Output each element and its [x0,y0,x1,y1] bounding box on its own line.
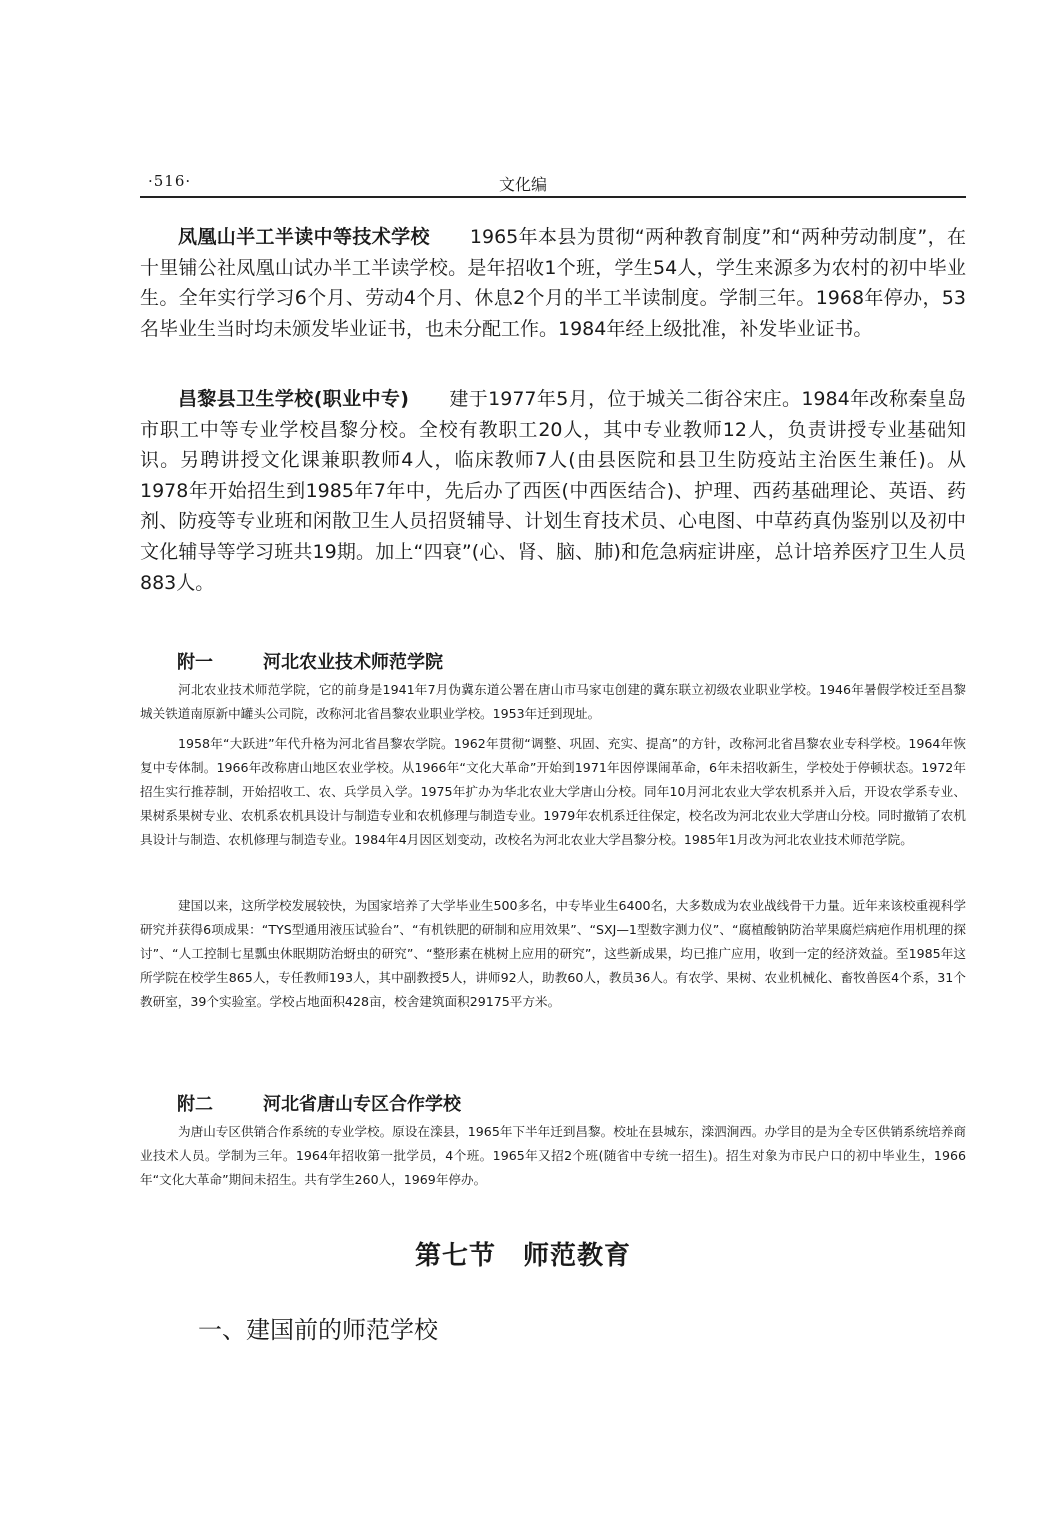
school-body: 建于1977年5月，位于城关二街谷宋庄。1984年改称秦皇岛市职工中等专业学校昌黎分校。全校有教职工20人，其中专业教师12人，负责讲授专业基础知识。另聘讲授文化课兼职教师4人，临床教师7人(由县医院和县卫生防疫站主治医生兼任)。从1978年开始招生到1985年7年中，先后办了西医(中西医结合)、护理、西药基础理论、英语、药剂、防疫等专业班和闲散卫生人员招贤辅导、计划生育技术员、心电图、中草药真伪鉴别以及初中文化辅导等学习班共19期。加上“四衰”(心、肾、脑、肺)和危急病症讲座，总计培养医疗卫生人员883人。 [140,388,966,594]
page-number: ·516· [148,172,192,190]
appendix-label: 附一 [177,652,213,673]
school-title: 昌黎县卫生学校(职业中专) [178,388,409,410]
appendix-paragraph [140,678,966,726]
appendix-title: 河北省唐山专区合作学校 [263,1094,461,1115]
school-body: 1965年本县为贯彻“两种教育制度”和“两种劳动制度”，在十里铺公社凤凰山试办半工半读学校。是年招收1个班，学生54人，学生来源多为农村的初中毕业生。全年实行学习6个月、劳动4个月、休息2个月的半工半读制度。学制三年。1968年停办，53名毕业生当时均未颁发毕业证书，也未分配工作。1984年经上级批准，补发毕业证书。 [140,226,966,340]
appendix-text: 为唐山专区供销合作系统的专业学校。原设在滦县，1965年下半年迁到昌黎。校址在县城东，滦泗涧西。办学目的是为全专区供销系统培养商业技术人员。学制为三年。1964年招收第一批学员，4个班。1965年又招2个班(随省中专统一招生)。招生对象为市民户口的初中毕业生，1966年“文化大革命”期间未招生。共有学生260人，1969年停办。 [140,1124,966,1187]
section-title: 第七节 师范教育 [414,1241,631,1271]
appendix-title: 河北农业技术师范学院 [263,652,443,673]
section-subtitle: 一、建国前的师范学校 [198,1316,438,1344]
header-rule [140,196,966,198]
school-paragraph-changli-health [140,384,966,598]
appendix-text: 1958年“大跃进”年代升格为河北省昌黎农学院。1962年贯彻“调整、巩固、充实、提高”的方针，改称河北省昌黎农业专科学校。1964年恢复中专体制。1966年改称唐山地区农业学校。从1966年“文化大革命”开始到1971年因停课闹革命，6年未招收新生，学校处于停顿状态。1972年招生实行推荐制，开始招收工、农、兵学员入学。1975年扩办为华北农业大学唐山分校。同年10月河北农业大学农机系并入后，开设农学系专业、果树系果树专业、农机系农机具设计与制造专业和农机修理与制造专业。1979年农机系迁往保定，校名改为河北农业大学唐山分校。同时撤销了农机具设计与制造、农机修理与制造专业。1984年4月因区划变动，改校名为河北农业大学昌黎分校。1985年1月改为河北农业技术师范学院。 [140,736,966,847]
school-paragraph-fenghuangshan [140,222,966,344]
appendix-paragraph [140,1120,966,1192]
appendix-paragraph [140,894,966,1014]
appendix-paragraph [140,732,966,852]
appendix-heading [177,1090,461,1116]
school-title: 凤凰山半工半读中等技术学校 [178,226,430,248]
appendix-label: 附二 [177,1094,213,1115]
appendix-text: 建国以来，这所学校发展较快，为国家培养了大学毕业生500多名，中专毕业生6400名，大多数成为农业战线骨干力量。近年来该校重视科学研究并获得6项成果：“TYS型通用液压试验台”、“有机铁肥的研制和应用效果”、“SXJ—1型数字测力仪”、“腐植酸钠防治苹果腐烂病疤作用机理的探讨”、“人工控制七星瓢虫休眠期防治蚜虫的研究”、“整形素在桃树上应用的研究”，这些新成果，均已推广应用，收到一定的经济效益。至1985年这所学院在校学生865人，专任教师193人，其中副教授5人，讲师92人，助教60人，教员36人。有农学、果树、农业机械化、畜牧兽医4个系，31个教研室，39个实验室。学校占地面积428亩，校舍建筑面积29175平方米。 [140,898,966,1009]
appendix-heading [177,648,443,674]
running-head: 文化编 [498,175,547,194]
appendix-text: 河北农业技术师范学院，它的前身是1941年7月伪冀东道公署在唐山市马家屯创建的冀东联立初级农业职业学校。1946年暑假学校迁至昌黎城关铁道南原新中罐头公司院，改称河北省昌黎农业职业学校。1953年迁到现址。 [140,682,966,721]
